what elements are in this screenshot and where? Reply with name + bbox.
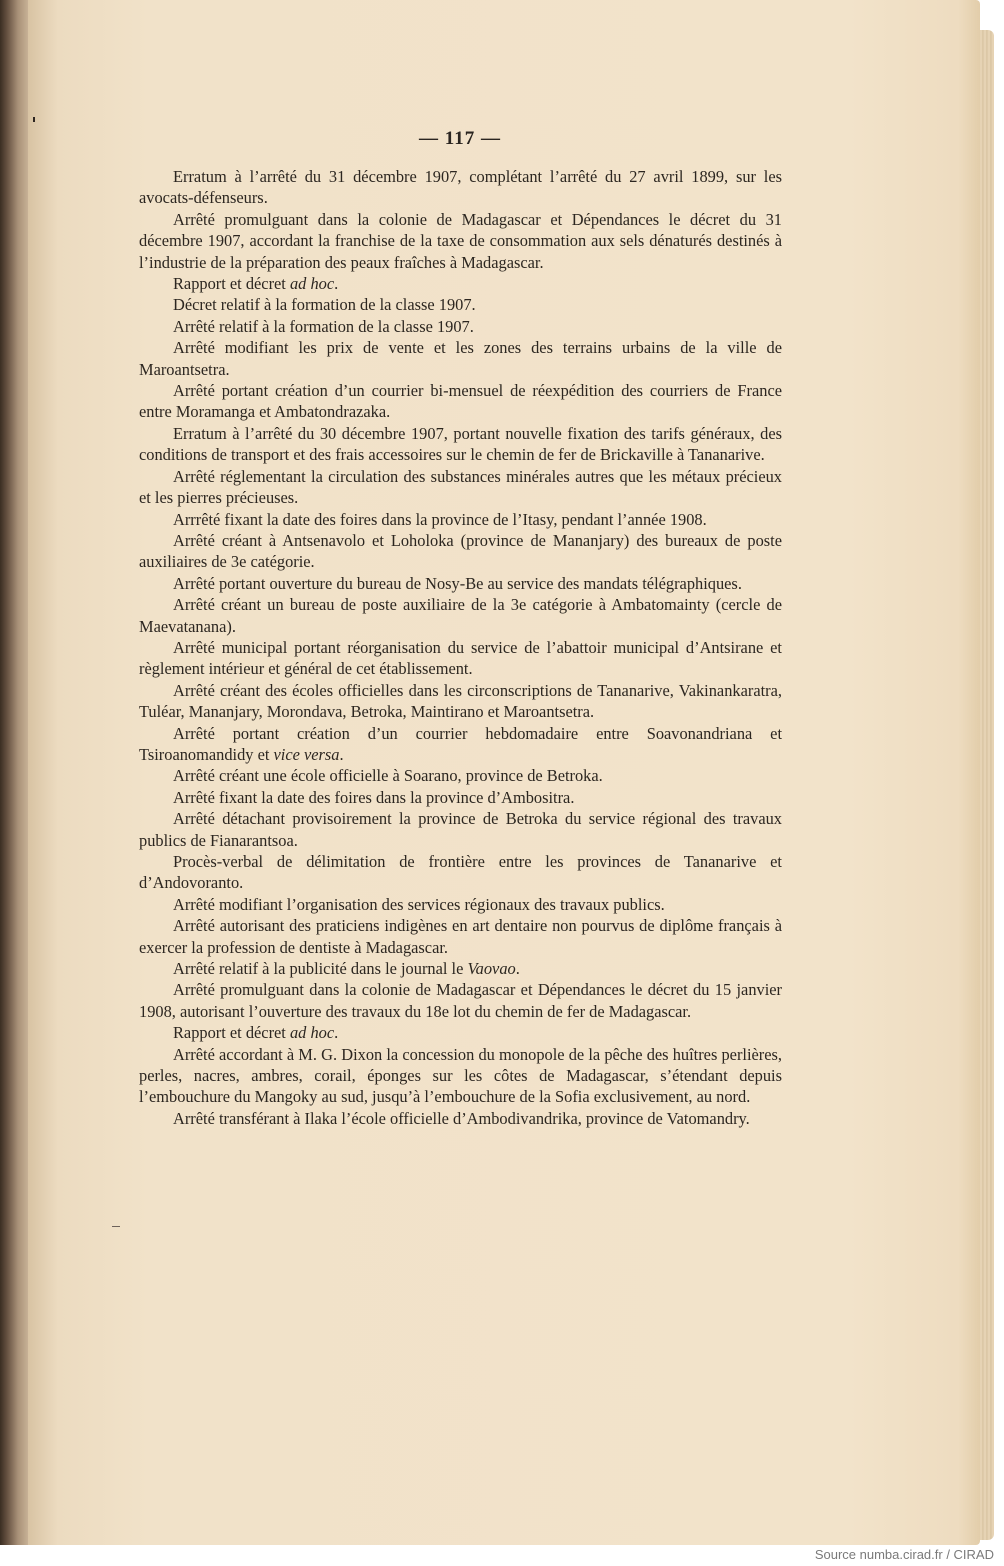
entry-text: Rapport et décret	[173, 1023, 290, 1043]
entry-paragraph	[139, 1108, 782, 1129]
entry-paragraph	[139, 637, 782, 680]
entry-text: Arrêté relatif à la publicité dans le journal le	[173, 959, 468, 979]
entry-text-end: .	[339, 744, 344, 764]
entry-text: Arrêté portant création d’un courrier bi-mensuel de réexpédition des courriers de France entre Moramanga et Ambatondrazaka.	[139, 381, 782, 422]
entry-paragraph	[139, 380, 782, 423]
entry-text-end: .	[334, 1023, 339, 1043]
entry-paragraph	[139, 466, 782, 509]
margin-dash	[112, 1226, 120, 1227]
page-number: — 117 —	[419, 128, 501, 149]
entry-paragraph	[139, 979, 782, 1022]
entry-paragraph	[139, 1022, 782, 1043]
entry-text: Arrêté relatif à la formation de la classe 1907.	[173, 316, 474, 336]
entry-paragraph	[139, 273, 782, 294]
entry-text-end: .	[515, 959, 520, 979]
entry-paragraph	[139, 723, 782, 766]
entry-text: Décret relatif à la formation de la classe 1907.	[173, 295, 476, 315]
entry-paragraph	[139, 166, 782, 209]
entry-text: Arrêté créant à Antsenavolo et Loholoka (province de Mananjary) des bureaux de poste auxiliaires de 3e catégorie.	[139, 530, 782, 572]
entry-text: Arrêté fixant la date des foires dans la province d’Ambositra.	[173, 787, 575, 807]
entry-paragraph	[139, 851, 782, 894]
entry-paragraph	[139, 765, 782, 786]
entries-list	[139, 166, 782, 1129]
entry-paragraph	[139, 573, 782, 594]
entry-italic-text: vice versa	[273, 744, 340, 764]
entry-paragraph	[139, 1044, 782, 1108]
entry-italic-text: Vaovao	[467, 959, 516, 979]
entry-paragraph	[139, 530, 782, 573]
source-credit: Source numba.cirad.fr / CIRAD	[814, 1547, 994, 1562]
entry-paragraph	[139, 958, 782, 979]
entry-text: Arrêté créant une école officielle à Soarano, province de Betroka.	[173, 766, 603, 786]
entry-paragraph	[139, 894, 782, 915]
entry-text-end: .	[334, 274, 339, 294]
entry-paragraph	[139, 316, 782, 337]
entry-italic-text: ad hoc	[289, 274, 335, 294]
entry-text: Arrêté accordant à M. G. Dixon la concession du monopole de la pêche des huîtres perlières, perles, nacres, ambres, corail, éponges sur les côtes de Madagascar, s’étendant depuis l’embouchure du Mangoky au sud, jusqu’à l’embouchure de la Sofia exclusivement, au nord.	[139, 1044, 782, 1107]
entry-text: Arrêté portant ouverture du bureau de Nosy-Be au service des mandats télégraphiques.	[173, 573, 742, 593]
entry-paragraph	[139, 209, 782, 273]
entry-paragraph	[139, 337, 782, 380]
entry-paragraph	[139, 808, 782, 851]
entry-paragraph	[139, 509, 782, 530]
entry-text: Rapport et décret	[173, 274, 290, 294]
entry-text: Arrêté promulguant dans la colonie de Madagascar et Dépendances le décret du 15 janvier 1908, autorisant l’ouverture des travaux du 18e lot du chemin de fer de Madagascar.	[139, 980, 782, 1021]
entry-text: Erratum à l’arrêté du 31 décembre 1907, complétant l’arrêté du 27 avril 1899, sur les avocats-défenseurs.	[139, 167, 782, 208]
entry-text: Arrêté transférant à Ilaka l’école officielle d’Ambodivandrika, province de Vatomandry.	[173, 1108, 750, 1128]
entry-text: Procès-verbal de délimitation de frontière entre les provinces de Tananarive et d’Andovoranto.	[139, 852, 782, 893]
entry-italic-text: ad hoc	[289, 1023, 335, 1043]
entry-text: Arrrêté fixant la date des foires dans la province de l’Itasy, pendant l’année 1908.	[173, 509, 707, 529]
entry-text: Arrêté modifiant l’organisation des services régionaux des travaux publics.	[173, 894, 665, 914]
entry-paragraph	[139, 294, 782, 315]
entry-text: Arrêté détachant provisoirement la province de Betroka du service régional des travaux publics de Fianarantsoa.	[139, 809, 782, 850]
entry-text: Erratum à l’arrêté du 30 décembre 1907, portant nouvelle fixation des tarifs généraux, des conditions de transport et des frais accessoires sur le chemin de fer de Brickaville à Tananarive.	[139, 423, 782, 465]
entry-text: Arrêté réglementant la circulation des substances minérales autres que les métaux précieux et les pierres précieuses.	[139, 466, 782, 508]
entry-text: Arrêté autorisant des praticiens indigènes en art dentaire non pourvus de diplôme français à exercer la profession de dentiste à Madagascar.	[139, 916, 782, 957]
entry-paragraph	[139, 594, 782, 637]
entry-text: Arrêté créant des écoles officielles dans les circonscriptions de Tananarive, Vakinankaratra, Tuléar, Mananjary, Morondava, Betroka, Maintirano et Maroantsetra.	[139, 680, 782, 722]
entry-text: Arrêté créant un bureau de poste auxiliaire de la 3e catégorie à Ambatomainty (cercle de Maevatanana).	[139, 595, 782, 636]
entry-paragraph	[139, 680, 782, 723]
entry-text: Arrêté promulguant dans la colonie de Madagascar et Dépendances le décret du 31 décembre 1907, accordant la franchise de la taxe de consommation aux sels dénaturés destinés à l’industrie de la préparation des peaux fraîches à Madagascar.	[139, 209, 782, 272]
margin-mark	[33, 117, 35, 122]
entry-paragraph	[139, 787, 782, 808]
entry-text: Arrêté municipal portant réorganisation du service de l’abattoir municipal d’Antsirane et règlement intérieur et général de cet établissement.	[139, 637, 782, 679]
entry-text: Arrêté modifiant les prix de vente et les zones des terrains urbains de la ville de Maroantsetra.	[139, 338, 782, 379]
entry-paragraph	[139, 423, 782, 466]
entry-text: Arrêté portant création d’un courrier hebdomadaire entre Soavonandriana et Tsiroanomandidy et	[139, 723, 782, 764]
entry-paragraph	[139, 915, 782, 958]
